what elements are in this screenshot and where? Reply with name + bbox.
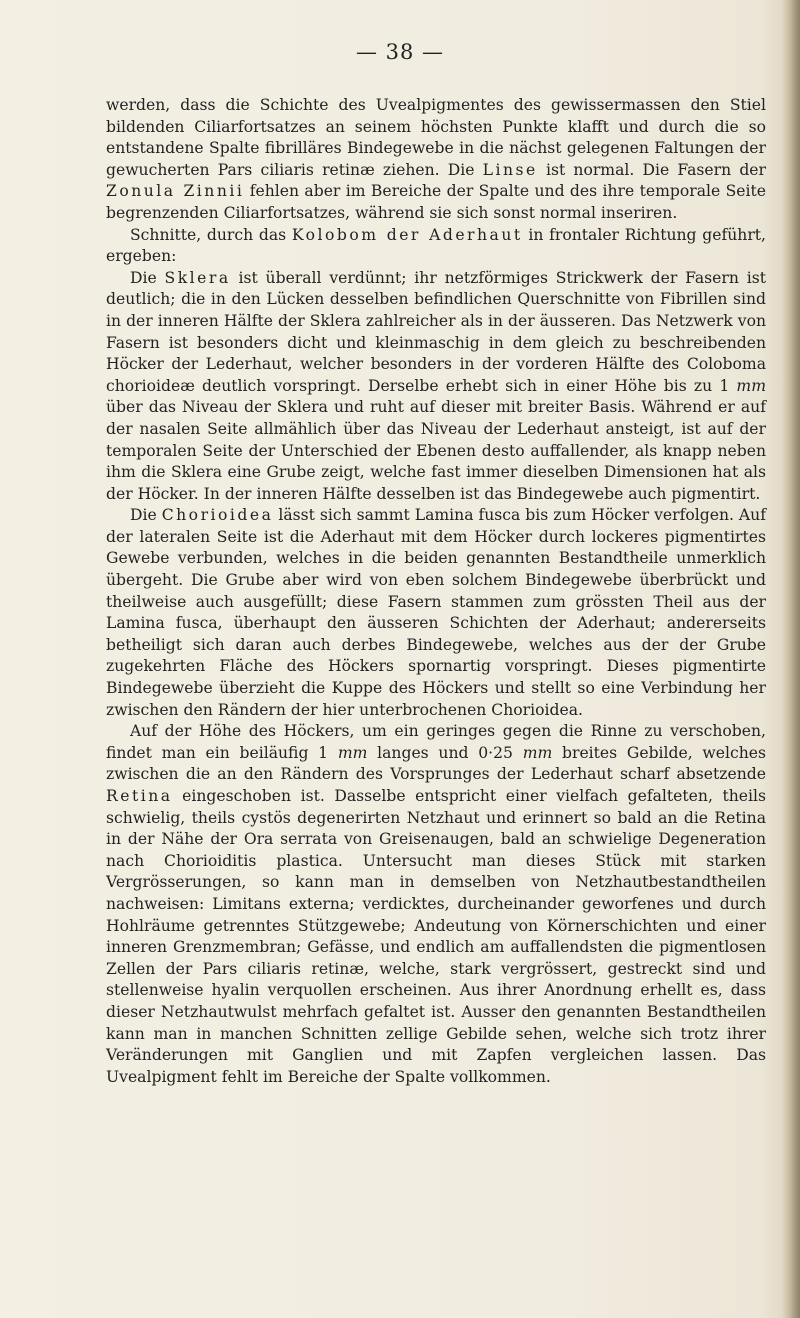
spaced-term: Zonula Zinnii — [106, 182, 245, 201]
text-run: Auf der Höhe des Höckers, um ein geringes gegen die Rinne zu verschoben, findet man ein beiläufig 1 — [106, 722, 766, 762]
text-run: ist normal. Die Fasern der — [537, 160, 766, 179]
italic-unit: mm — [736, 376, 766, 395]
spaced-term: Retina — [106, 787, 173, 805]
spaced-term: Chorioidea — [161, 506, 274, 525]
spaced-term: Sklera — [164, 268, 231, 287]
text-run: über das Niveau der Sklera und ruht auf dieser mit breiter Basis. Während er auf der nasalen Seite allmählich über das Niveau der Lederhaut ansteigt, ist auf der temporalen Seite der Unterschied der Ebenen desto auffallender, als knapp neben ihm die Sklera eine Grube zeigt, welche fast immer dieselben Dimensionen hat als der Höcker. In der inneren Hälfte desselben ist das Bindegewebe auch pigmentirt. — [106, 398, 766, 503]
spaced-term: Kolobom der Aderhaut — [291, 225, 523, 244]
text-run: Die — [130, 268, 165, 287]
text-run: Schnitte, durch das — [130, 225, 292, 244]
spaced-term: Linse — [482, 160, 538, 179]
text-run: eingeschoben ist. Dasselbe entspricht einer vielfach gefalteten, theils schwielig, theils cystös degenerirten Netzhaut und erinnert so bald an die Retina in der Nähe der Ora serrata von Greisenaugen, bald an schwielige Degeneration nach Chorioiditis plastica. Untersucht man dieses Stück mit starken Vergrösserungen, so kann man in demselben von Netzhautbestandtheilen nachweisen: Limitans externa; verdicktes, durcheinander geworfenes und durch Hohlräume getrenntes Stützgewebe; Andeutung von Körnerschichten und einer inneren Grenzmembran; Gefässe, und endlich am auffallendsten die pigmentlosen Zellen der Pars ciliaris retinæ, welche, stark vergrössert, gestreckt sind und stellenweise hyalin verquollen erscheinen. Aus ihrer Anordnung erhellt es, dass dieser Netzhautwulst mehrfach gefaltet ist. Ausser den genannten Bestandtheilen kann man in manchen Schnitten zellige Gebilde sehen, welche sich trotz ihrer Veränderungen mit Ganglien und mit Zapfen vergleichen lassen. Das Uvealpigment fehlt im Bereiche der Spalte vollkommen. — [106, 787, 766, 1086]
italic-unit: mm — [522, 743, 553, 762]
paragraph — [106, 225, 766, 268]
page-number: — 38 — — [355, 40, 445, 64]
text-run: werden, dass die Schichte des Uvealpigmentes des gewissermassen den Stiel bildenden Ciliarfortsatzes an seinem höchsten Punkte klafft und durch die so entstandene Spalte fibrilläres Bindegewebe in die nächst gelegenen Faltungen der gewucherten Pars ciliaris retinæ ziehen. Die — [106, 96, 766, 179]
text-run: ist überall verdünnt; ihr netzförmiges Strickwerk der Fasern ist deutlich; die in den Lücken desselben befindlichen Querschnitte von Fibrillen sind in der inneren Hälfte der Sklera zahlreicher als in der äusseren. Das Netzwerk von Fasern ist besonders dicht und kleinmaschig in dem gleich zu beschreibenden Höcker der Lederhaut, welcher besonders in der vorderen Hälfte des Coloboma chorioideæ deutlich vorspringt. Derselbe erhebt sich in einer Höhe bis zu 1 — [106, 268, 766, 395]
body-text — [106, 95, 766, 1088]
page-edge — [782, 0, 800, 1318]
text-run: lässt sich sammt Lamina fusca bis zum Höcker verfolgen. Auf der lateralen Seite ist die Aderhaut mit dem Höcker durch lockeres pigmentirtes Gewebe verbunden, welches in die beiden genannten Bestandtheile unmerklich übergeht. Die Grube aber wird von eben solchem Bindegewebe überbrückt und theilweise auch ausgefüllt; diese Fasern stammen zum grössten Theil aus der Lamina fusca, überhaupt den äusseren Schichten der Aderhaut; andererseits betheiligt sich daran auch derbes Bindegewebe, welches aus der der Grube zugekehrten Fläche des Höckers spornartig vorspringt. Dieses pigmentirte Bindegewebe überzieht die Kuppe des Höckers und stellt so eine Verbindung her zwischen den Rändern der hier unterbrochenen Chorioidea. — [106, 506, 766, 719]
text-run: langes und 0·25 — [367, 743, 523, 762]
paragraph — [106, 268, 766, 506]
text-run: fehlen aber im Bereiche der Spalte und des ihre temporale Seite begrenzenden Ciliarfortsatzes, während sie sich sonst normal inseriren. — [106, 182, 766, 222]
text-run: Die — [130, 506, 162, 525]
paragraph — [106, 721, 766, 1088]
paragraph — [106, 95, 766, 225]
paragraph — [106, 505, 766, 721]
text-run: breites Gebilde, welches zwischen die an den Rändern des Vorsprunges der Lederhaut scharf absetzende — [106, 743, 767, 784]
text-run: in frontaler Richtung geführt, ergeben: — [106, 225, 766, 266]
italic-unit: mm — [337, 743, 368, 762]
